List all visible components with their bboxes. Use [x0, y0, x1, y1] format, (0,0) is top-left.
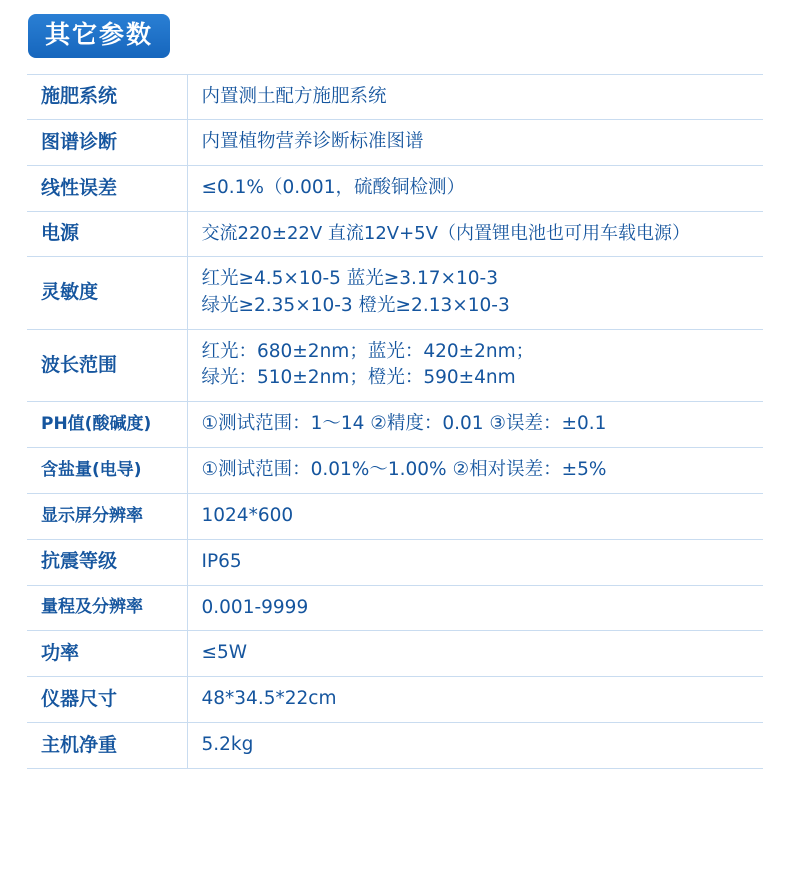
- row-value: [187, 74, 763, 120]
- value-line: ≤0.1%（0.001，硫酸铜检测）: [201, 177, 465, 199]
- row-value: [187, 329, 763, 402]
- value-line: ①测试范围：0.01%～1.00% ②相对误差：±5%: [201, 459, 607, 481]
- row-label: 显示屏分辨率: [27, 493, 187, 539]
- value-line: 红光≥4.5×10-5 蓝光≥3.17×10-3: [201, 268, 498, 290]
- value-line: 绿光≥2.35×10-3 橙光≥2.13×10-3: [201, 294, 510, 316]
- value-line: 内置测土配方施肥系统: [201, 85, 387, 107]
- table-row: [27, 74, 763, 120]
- table-row: [27, 211, 763, 256]
- row-label: 含盐量(电导): [27, 448, 187, 494]
- value-line: 交流220±22V 直流12V+5V（内置锂电池也可用车载电源）: [201, 222, 690, 244]
- value-line: 0.001-9999: [201, 596, 309, 618]
- table-row: [27, 677, 763, 723]
- row-value: [187, 257, 763, 330]
- row-label: 图谱诊断: [27, 120, 187, 166]
- page-title: 其它参数: [28, 14, 170, 58]
- table-row: [27, 631, 763, 677]
- table-row: [27, 166, 763, 212]
- table-row: [27, 448, 763, 494]
- table-row: [27, 120, 763, 166]
- row-label: 施肥系统: [27, 74, 187, 120]
- row-label: 量程及分辨率: [27, 585, 187, 631]
- row-label: 波长范围: [27, 329, 187, 402]
- row-value: [187, 539, 763, 585]
- row-value: [187, 402, 763, 448]
- row-value: [187, 448, 763, 494]
- specifications-table: [27, 74, 763, 769]
- value-line: ≤5W: [201, 642, 248, 664]
- row-label: 抗震等级: [27, 539, 187, 585]
- row-value: [187, 211, 763, 256]
- table-row: [27, 539, 763, 585]
- row-label: 灵敏度: [27, 257, 187, 330]
- value-line: 48*34.5*22cm: [201, 688, 337, 710]
- row-value: [187, 120, 763, 166]
- value-line: IP65: [201, 550, 242, 572]
- value-line: 1024*600: [201, 504, 294, 526]
- table-body: [27, 74, 763, 768]
- table-row: [27, 402, 763, 448]
- row-label: 功率: [27, 631, 187, 677]
- table-row: [27, 257, 763, 330]
- row-value: [187, 631, 763, 677]
- row-value: [187, 677, 763, 723]
- row-label: 线性误差: [27, 166, 187, 212]
- row-value: [187, 722, 763, 768]
- value-line: 5.2kg: [201, 733, 254, 755]
- value-line: 绿光：510±2nm；橙光：590±4nm: [201, 367, 516, 389]
- row-value: [187, 493, 763, 539]
- row-value: [187, 585, 763, 631]
- row-label: 电源: [27, 211, 187, 256]
- row-value: [187, 166, 763, 212]
- table-row: [27, 585, 763, 631]
- row-label: 主机净重: [27, 722, 187, 768]
- value-line: 内置植物营养诊断标准图谱: [201, 131, 424, 153]
- value-line: ①测试范围：1～14 ②精度：0.01 ③误差：±0.1: [201, 413, 607, 435]
- table-row: [27, 329, 763, 402]
- row-label: PH值(酸碱度): [27, 402, 187, 448]
- value-line: 红光：680±2nm；蓝光：420±2nm；: [201, 340, 535, 362]
- section-header: [0, 0, 790, 68]
- table-row: [27, 722, 763, 768]
- table-row: [27, 493, 763, 539]
- row-label: 仪器尺寸: [27, 677, 187, 723]
